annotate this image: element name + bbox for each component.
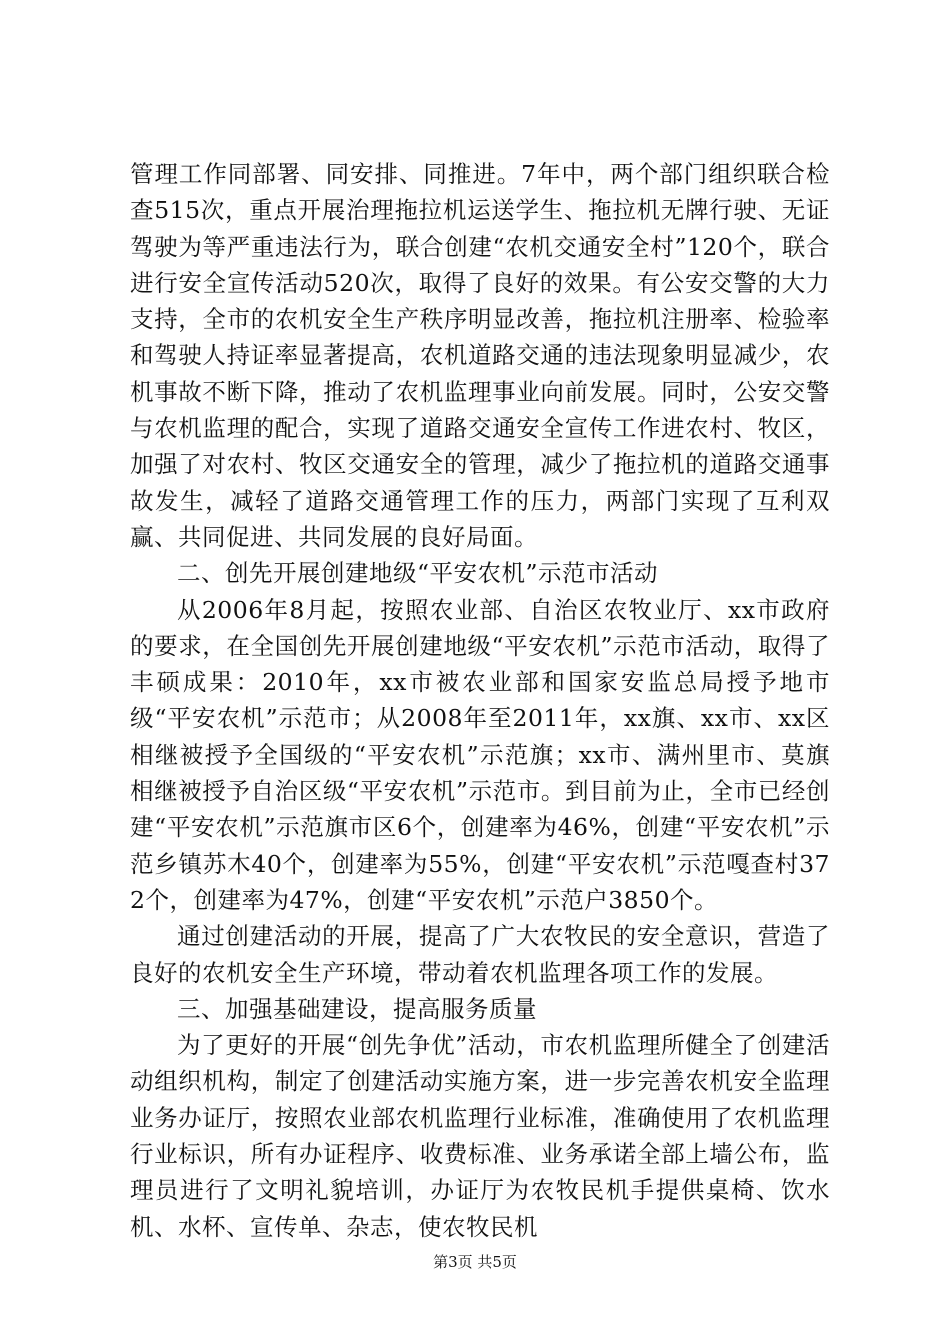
paragraph-section-2-summary: 通过创建活动的开展，提高了广大农牧民的安全意识，营造了良好的农机安全生产环境，带动着农机监理各项工作的发展。 bbox=[130, 922, 830, 987]
page-footer: 第3页 共5页 bbox=[433, 1253, 517, 1271]
paragraph-continuation: 管理工作同部署、同安排、同推进。7年中，两个部门组织联合检查515次，重点开展治理拖拉机运送学生、拖拉机无牌行驶、无证驾驶为等严重违法行为，联合创建“农机交通安全村”120个，联合进行安全宣传活动520次，取得了良好的效果。有公安交警的大力支持，全市的农机安全生产秩序明显改善，拖拉机注册率、检验率和驾驶人持证率显著提高，农机道路交通的违法现象明显减少，农机事故不断下降，推动了农机监理事业向前发展。同时，公安交警与农机监理的配合，实现了道路交通安全宣传工作进农村、牧区，加强了对农村、牧区交通安全的管理，减少了拖拉机的道路交通事故发生，减轻了道路交通管理工作的压力，两部门实现了互利双赢、共同促进、共同发展的良好局面。 bbox=[130, 160, 830, 551]
section-heading-3: 三、加强基础建设，提高服务质量 bbox=[177, 994, 537, 1023]
paragraph-section-2: 从2006年8月起，按照农业部、自治区农牧业厅、xx市政府的要求，在全国创先开展创建地级“平安农机”示范市活动，取得了丰硕成果：2010年，xx市被农业部和国家安监总局授予地市级“平安农机”示范市；从2008年至2011年，xx旗、xx市、xx区相继被授予全国级的“平安农机”示范旗；xx市、满州里市、莫旗相继被授予自治区级“平安农机”示范市。到目前为止，全市已经创建“平安农机”示范旗市区6个，创建率为46%，创建“平安农机”示范乡镇苏木40个，创建率为55%，创建“平安农机”示范嘎查村372个，创建率为47%，创建“平安农机”示范户3850个。 bbox=[130, 595, 830, 914]
section-heading-2: 二、创先开展创建地级“平安农机”示范市活动 bbox=[177, 559, 659, 588]
paragraph-section-3: 为了更好的开展“创先争优”活动，市农机监理所健全了创建活动组织机构，制定了创建活动实施方案，进一步完善农机安全监理业务办证厅，按照农业部农机监理行业标准，准确使用了农机监理行业标识，所有办证程序、收费标准、业务承诺全部上墙公布，监理员进行了文明礼貌培训，办证厅为农牧民机手提供桌椅、饮水机、水杯、宣传单、杂志，使农牧民机 bbox=[130, 1031, 830, 1241]
document-body bbox=[130, 156, 830, 1245]
